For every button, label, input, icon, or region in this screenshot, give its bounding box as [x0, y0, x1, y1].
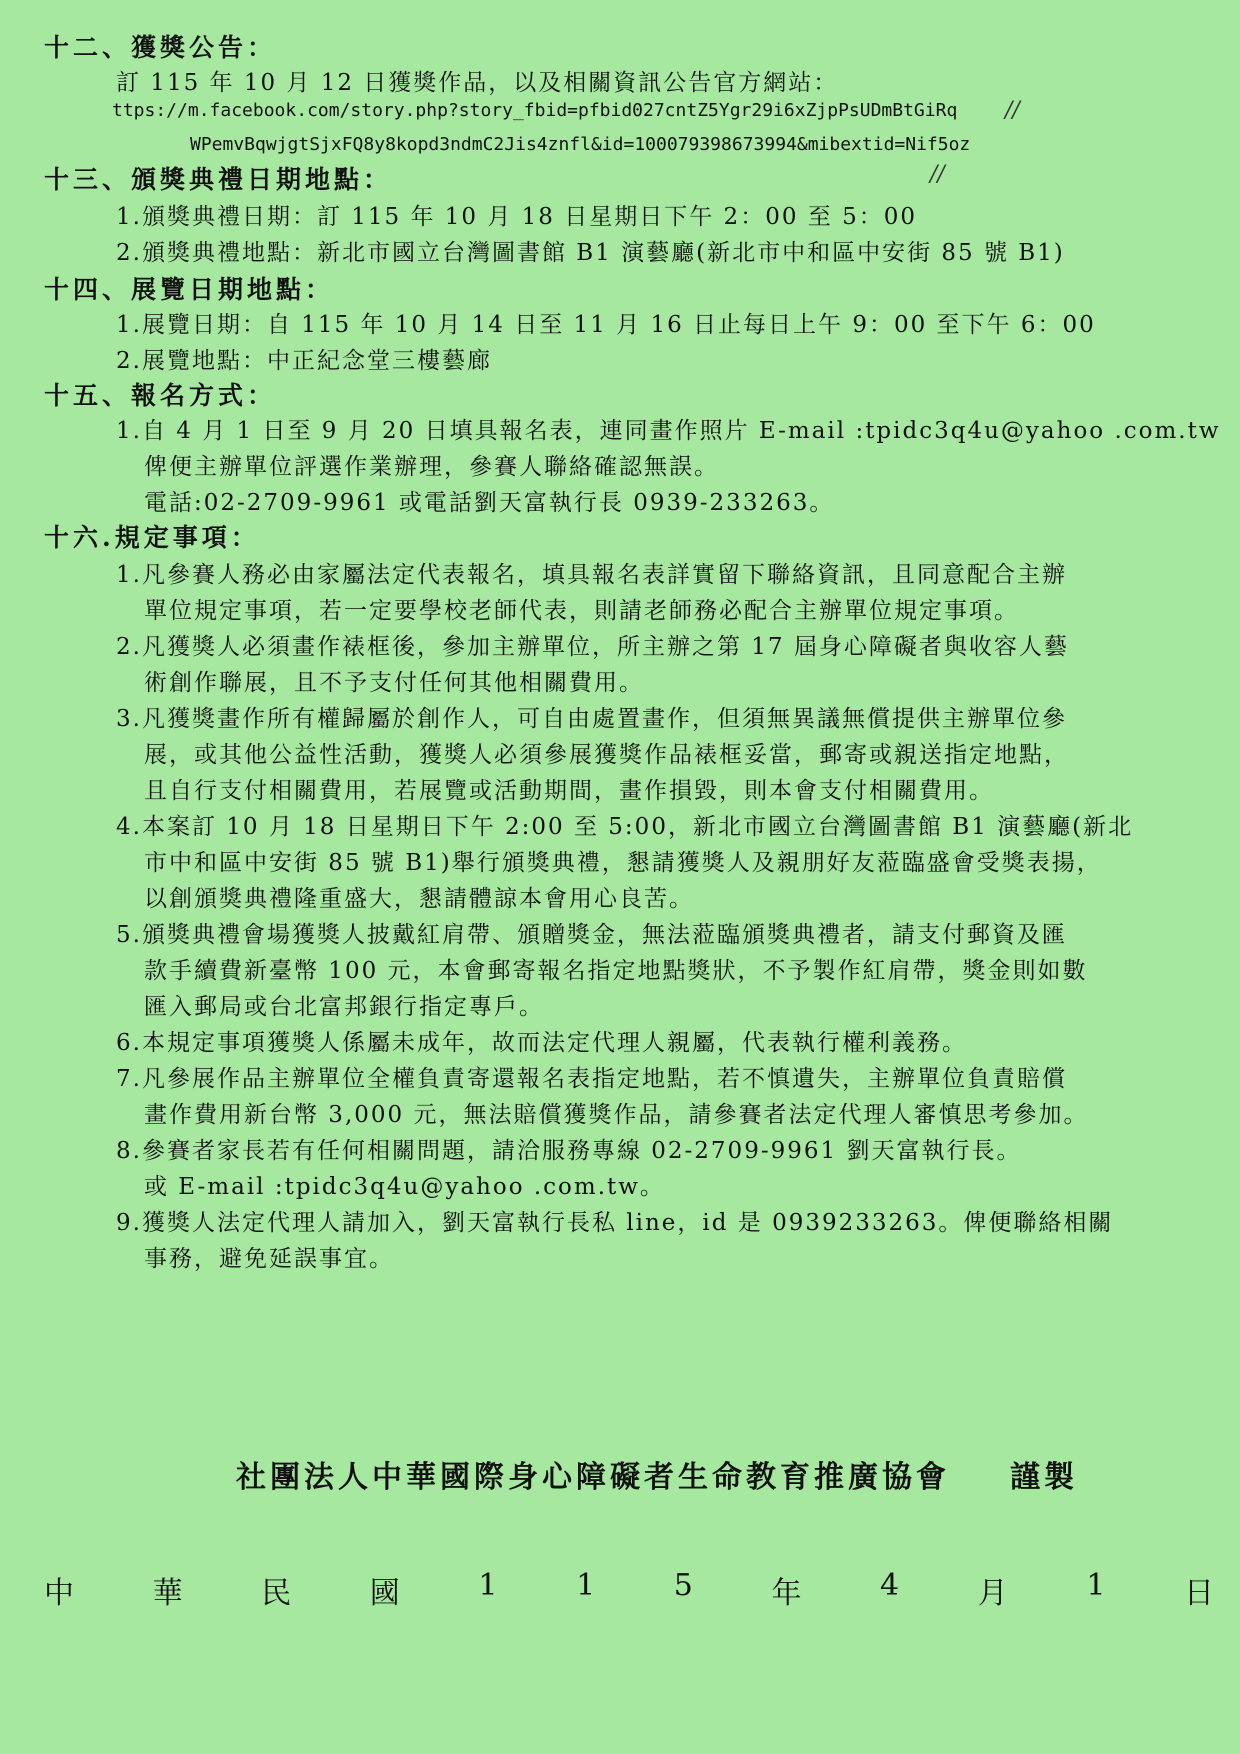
section-12-url-line-1: ttps://m.facebook.com/story.php?story_fbid=pfbid027cntZ5Ygr29i6xZjpPsUDmBtGiRq [112, 100, 958, 121]
date-char: 5 [673, 1568, 693, 1603]
rule-3-line-3: 且自行支付相關費用，若展覽或活動期間，畫作損毀，則本會支付相關費用。 [144, 778, 994, 804]
rule-3-line-1: 3.凡獲獎畫作所有權歸屬於創作人，可自由處置畫作，但須無異議無償提供主辦單位參 [116, 706, 1067, 732]
rule-2-line-1: 2.凡獲獎人必須畫作裱框後，參加主辦單位，所主辦之第 17 屆身心障礙者與收容人藝 [116, 634, 1069, 660]
section-13-line-2: 2.頒獎典禮地點：新北市國立台灣圖書館 B1 演藝廳(新北市中和區中安街 85 號 B1) [116, 240, 1065, 266]
rule-4-line-1: 4.本案訂 10 月 18 日星期日下午 2:00 至 5:00，新北市國立台灣圖書館 B1 演藝廳(新北 [116, 814, 1134, 840]
rule-8-line-1: 8.參賽者家長若有任何相關問題，請洽服務專線 02-2709-9961 劉天富執行長。 [116, 1138, 1022, 1164]
section-15-line-3: 電話:02-2709-9961 或電話劉天富執行長 0939-233263。 [144, 490, 835, 516]
rule-9-line-2: 事務，避免延誤事宜。 [144, 1246, 394, 1272]
rule-9-line-1: 9.獲獎人法定代理人請加入，劉天富執行長私 line，id 是 0939233263。俾便聯絡相關 [116, 1210, 1114, 1236]
rule-1-line-2: 單位規定事項，若一定要學校老師代表，則請老師務必配合主辦單位規定事項。 [144, 598, 1019, 624]
date-char: 月 [977, 1576, 1008, 1611]
rule-5-line-2: 款手續費新臺幣 100 元，本會郵寄報名指定地點獎狀，不予製作紅肩帶，獎金則如數 [144, 958, 1088, 984]
section-12-heading: 十二、獲獎公告： [44, 33, 277, 62]
date-char: 1 [478, 1568, 498, 1603]
section-13-heading: 十三、頒獎典禮日期地點： [44, 165, 393, 194]
rule-6-line-1: 6.本規定事項獲獎人係屬未成年，故而法定代理人親屬，代表執行權利義務。 [116, 1030, 967, 1056]
signature-suffix: 謹製 [1010, 1460, 1078, 1495]
pen-mark: // [1005, 98, 1020, 123]
rule-5-line-1: 5.頒獎典禮會場獲獎人披戴紅肩帶、頒贈獎金，無法蒞臨頒獎典禮者，請支付郵資及匯 [116, 922, 1067, 948]
issue-date [44, 1568, 1214, 1612]
rule-4-line-2: 市中和區中安街 85 號 B1)舉行頒獎典禮，懇請獲獎人及親朋好友蒞臨盛會受獎表揚， [144, 850, 1102, 876]
date-char: 國 [369, 1576, 400, 1611]
date-char: 1 [1086, 1568, 1106, 1603]
section-12-url-line-2: WPemvBqwjgtSjxFQ8y8kopd3ndmC2Jis4znfl&id=100079398673994&mibextid=Nif5oz [190, 134, 971, 155]
section-15-line-2: 俾便主辦單位評選作業辦理，參賽人聯絡確認無誤。 [144, 454, 719, 480]
section-12-line-1: 訂 115 年 10 月 12 日獲獎作品，以及相關資訊公告官方網站： [116, 70, 839, 96]
date-char: 1 [576, 1568, 596, 1603]
date-char: 民 [261, 1576, 292, 1611]
rule-2-line-2: 術創作聯展，且不予支付任何其他相關費用。 [144, 670, 644, 696]
section-13-line-1: 1.頒獎典禮日期：訂 115 年 10 月 18 日星期日下午 2：00 至 5：00 [116, 204, 917, 230]
date-char: 華 [152, 1576, 183, 1611]
section-15-heading: 十五、報名方式： [44, 381, 277, 410]
rule-7-line-2: 畫作費用新台幣 3,000 元，無法賠償獲獎作品，請參賽者法定代理人審慎思考參加。 [144, 1102, 1089, 1128]
rule-4-line-3: 以創頒獎典禮隆重盛大，懇請體諒本會用心良苦。 [144, 886, 694, 912]
date-char: 中 [44, 1576, 74, 1611]
section-14-heading: 十四、展覽日期地點： [44, 275, 335, 304]
rule-7-line-1: 7.凡參展作品主辦單位全權負責寄還報名表指定地點，若不慎遺失，主辦單位負責賠償 [116, 1066, 1067, 1092]
organization-name: 社團法人中華國際身心障礙者生命教育推廣協會 [236, 1460, 950, 1495]
date-char: 年 [771, 1576, 802, 1611]
date-char: 日 [1184, 1576, 1214, 1611]
pen-mark: // [930, 162, 945, 187]
section-15-line-1: 1.自 4 月 1 日至 9 月 20 日填具報名表，連同畫作照片 E-mail :tpidc3q4u@yahoo .com.tw [116, 418, 1221, 444]
rule-3-line-2: 展，或其他公益性活動，獲獎人必須參展獲獎作品裱框妥當，郵寄或親送指定地點， [144, 742, 1069, 768]
section-14-line-2: 2.展覽地點：中正紀念堂三樓藝廊 [116, 348, 492, 374]
rule-1-line-1: 1.凡參賽人務必由家屬法定代表報名，填具報名表詳實留下聯絡資訊，且同意配合主辦 [116, 562, 1067, 588]
rule-8-line-2: 或 E-mail :tpidc3q4u@yahoo .com.tw。 [144, 1174, 665, 1200]
section-14-line-1: 1.展覽日期：自 115 年 10 月 14 日至 11 月 16 日止每日上午 9：00 至下午 6：00 [116, 312, 1096, 338]
date-char: 4 [880, 1568, 900, 1603]
section-16-heading: 十六.規定事項： [44, 523, 260, 552]
rule-5-line-3: 匯入郵局或台北富邦銀行指定專戶。 [144, 994, 544, 1020]
